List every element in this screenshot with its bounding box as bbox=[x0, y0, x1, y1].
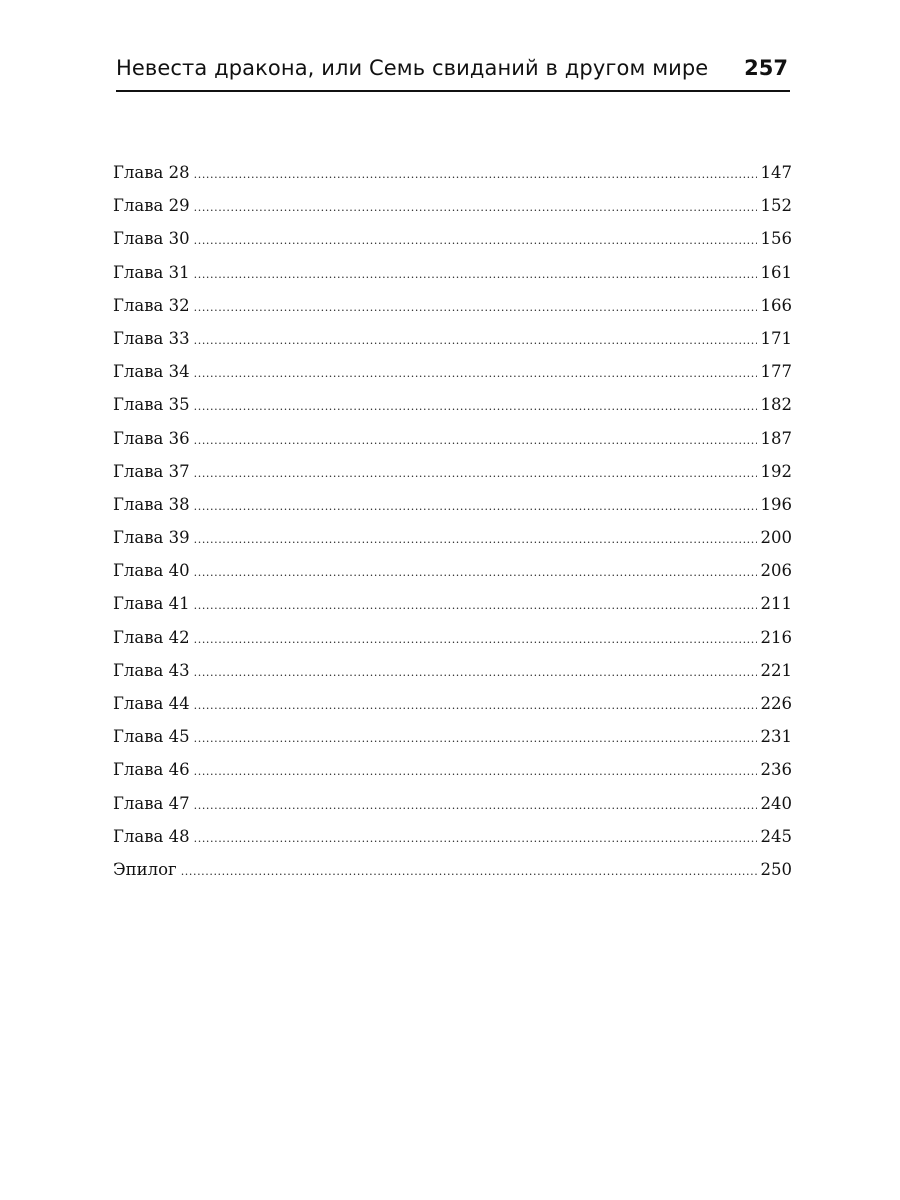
toc-entry bbox=[113, 853, 792, 886]
toc-leader-dots bbox=[194, 424, 757, 457]
book-title: Невеста дракона, или Семь свиданий в другом мире bbox=[116, 56, 709, 80]
toc-entry-page: 192 bbox=[760, 461, 792, 481]
toc-entry bbox=[113, 422, 792, 455]
toc-leader-dots bbox=[194, 623, 757, 656]
toc-entry-page: 156 bbox=[760, 229, 792, 249]
toc-entry bbox=[113, 587, 792, 620]
toc-leader-dots bbox=[194, 191, 757, 224]
toc-leader-dots bbox=[194, 224, 757, 257]
toc-entry-label: Глава 43 bbox=[113, 660, 190, 680]
toc-entry-page: 161 bbox=[760, 262, 792, 282]
toc-entry bbox=[113, 222, 792, 255]
toc-entry-label: Глава 36 bbox=[113, 428, 190, 448]
toc-entry bbox=[113, 289, 792, 322]
toc-entry-page: 166 bbox=[760, 295, 792, 315]
toc-entry-label: Глава 44 bbox=[113, 694, 190, 713]
toc-leader-dots bbox=[194, 656, 757, 689]
toc-leader-dots bbox=[194, 324, 757, 357]
toc-entry-label: Глава 34 bbox=[113, 362, 190, 382]
toc-entry bbox=[113, 322, 792, 355]
toc-leader-dots bbox=[194, 291, 757, 324]
table-of-contents bbox=[113, 156, 792, 886]
toc-leader-dots bbox=[194, 158, 757, 191]
toc-entry-page: 231 bbox=[760, 727, 792, 747]
toc-entry-label: Глава 42 bbox=[113, 627, 190, 647]
toc-entry bbox=[113, 621, 792, 654]
toc-entry-page: 152 bbox=[760, 196, 792, 216]
toc-entry-label: Эпилог bbox=[113, 859, 177, 879]
toc-entry bbox=[113, 753, 792, 786]
toc-entry bbox=[113, 720, 792, 753]
toc-leader-dots bbox=[194, 789, 757, 822]
toc-entry-label: Глава 37 bbox=[113, 461, 190, 481]
toc-entry-page: 187 bbox=[760, 428, 792, 448]
toc-leader-dots bbox=[194, 390, 757, 423]
toc-leader-dots bbox=[194, 457, 757, 490]
toc-entry-label: Глава 30 bbox=[113, 229, 190, 249]
toc-entry-page: 196 bbox=[760, 494, 792, 514]
toc-entry bbox=[113, 820, 792, 853]
toc-entry-label: Глава 28 bbox=[113, 163, 190, 182]
toc-entry-label: Глава 31 bbox=[113, 262, 190, 282]
toc-leader-dots bbox=[194, 689, 757, 722]
running-header bbox=[116, 54, 790, 92]
toc-entry-label: Глава 29 bbox=[113, 196, 190, 216]
toc-leader-dots bbox=[194, 589, 757, 622]
toc-entry-page: 182 bbox=[760, 395, 792, 415]
toc-entry-page: 250 bbox=[760, 859, 792, 879]
toc-entry bbox=[113, 156, 792, 189]
toc-entry bbox=[113, 687, 792, 720]
toc-leader-dots bbox=[181, 855, 757, 888]
toc-entry-label: Глава 41 bbox=[113, 594, 190, 614]
toc-entry bbox=[113, 455, 792, 488]
toc-leader-dots bbox=[194, 258, 757, 291]
toc-leader-dots bbox=[194, 755, 757, 788]
toc-entry-label: Глава 46 bbox=[113, 760, 190, 780]
toc-leader-dots bbox=[194, 822, 757, 855]
toc-entry-page: 226 bbox=[760, 694, 792, 713]
toc-entry bbox=[113, 256, 792, 289]
toc-entry-page: 200 bbox=[760, 528, 792, 548]
toc-leader-dots bbox=[194, 523, 757, 556]
toc-entry bbox=[113, 654, 792, 687]
toc-entry-label: Глава 40 bbox=[113, 561, 190, 581]
toc-entry-page: 206 bbox=[760, 561, 792, 581]
toc-leader-dots bbox=[194, 722, 757, 755]
toc-entry bbox=[113, 554, 792, 587]
toc-entry-page: 216 bbox=[760, 627, 792, 647]
toc-entry-label: Глава 35 bbox=[113, 395, 190, 415]
toc-entry bbox=[113, 488, 792, 521]
toc-entry-page: 171 bbox=[760, 328, 792, 348]
toc-entry-label: Глава 48 bbox=[113, 826, 190, 846]
toc-entry-page: 240 bbox=[760, 793, 792, 813]
toc-entry bbox=[113, 521, 792, 554]
toc-entry-page: 177 bbox=[760, 362, 792, 382]
toc-entry-label: Глава 39 bbox=[113, 528, 190, 548]
toc-entry-label: Глава 32 bbox=[113, 295, 190, 315]
toc-entry-page: 236 bbox=[760, 760, 792, 780]
toc-entry-label: Глава 47 bbox=[113, 793, 190, 813]
toc-entry bbox=[113, 388, 792, 421]
toc-leader-dots bbox=[194, 490, 757, 523]
toc-leader-dots bbox=[194, 556, 757, 589]
toc-entry bbox=[113, 189, 792, 222]
toc-entry bbox=[113, 787, 792, 820]
toc-entry-page: 245 bbox=[760, 826, 792, 846]
toc-entry-label: Глава 38 bbox=[113, 494, 190, 514]
page-number: 257 bbox=[744, 56, 788, 80]
toc-leader-dots bbox=[194, 357, 757, 390]
toc-entry-label: Глава 33 bbox=[113, 328, 190, 348]
toc-entry-page: 147 bbox=[760, 163, 792, 182]
toc-entry-page: 221 bbox=[760, 660, 792, 680]
toc-entry-label: Глава 45 bbox=[113, 727, 190, 747]
toc-entry-page: 211 bbox=[760, 594, 792, 614]
toc-entry bbox=[113, 355, 792, 388]
